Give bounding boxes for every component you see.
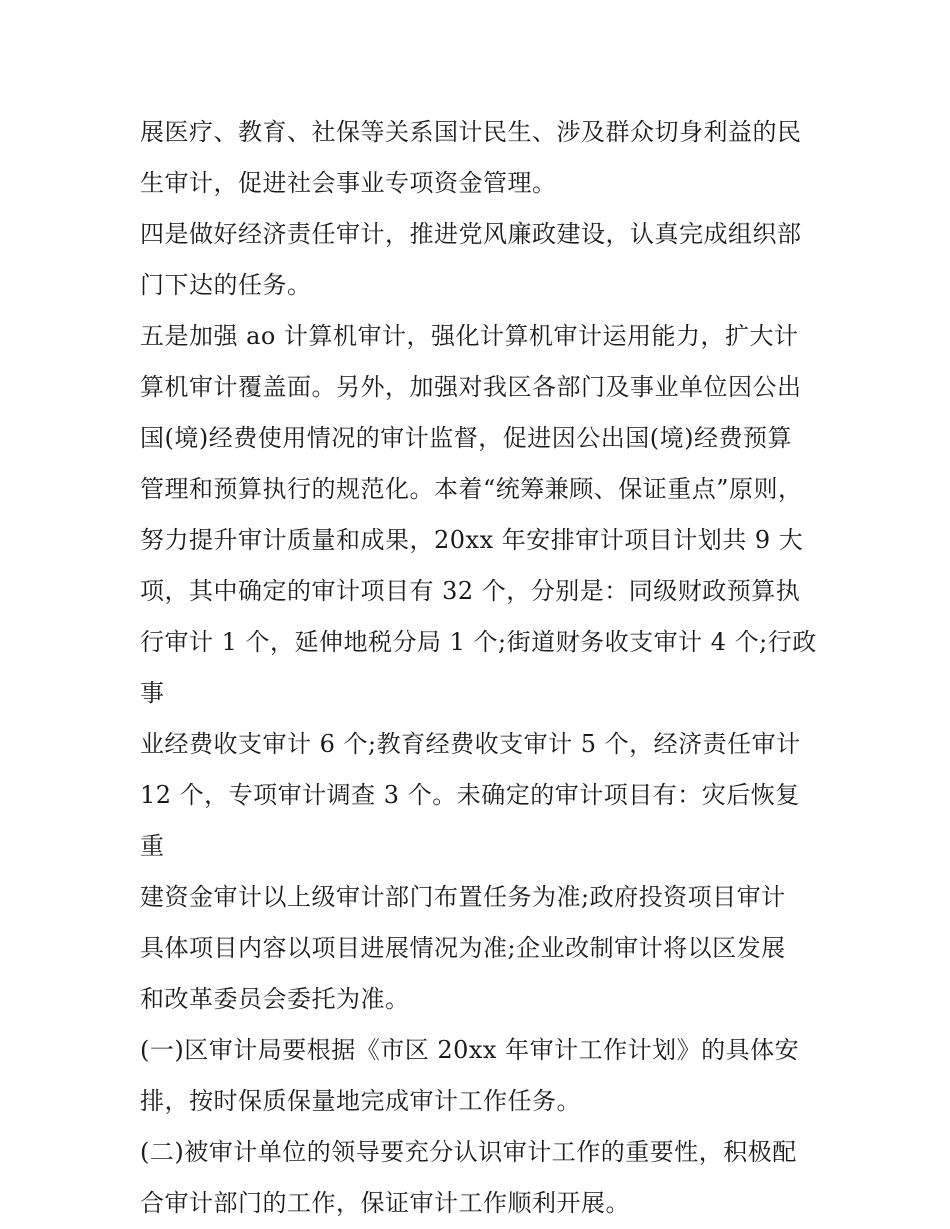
paragraph-item-one: (一)区审计局要根据《市区 20xx 年审计工作计划》的具体安 排，按时保质保量地完成审计工作任务。 <box>140 1036 800 1115</box>
document-body <box>140 107 820 1229</box>
paragraph-computer-audit: 五是加强 ao 计算机审计，强化计算机审计运用能力，扩大计 算机审计覆盖面。另外，加强对我区各部门及事业单位因公出 国(境)经费使用情况的审计监督，促进因公出国(境)经费预算 管理和预算执行的规范化。本着“统筹兼顾、保证重点”原则， 努力提升审计质量和成果，20xx 年安排审计项目计划共 9 大 项，其中确定的审计项目有 32 个，分别是：同级财政预算执 行审计 1 个，延伸地税分局 1 个;街道财务收支审计 4 个;行政事 业经费收支审计 6 个;教育经费收支审计 5 个，经济责任审计 12 个，专项审计调查 3 个。未确定的审计项目有：灾后恢复重 建资金审计以上级审计部门布置任务为准;政府投资项目审计 具体项目内容以项目进展情况为准;企业改制审计将以区发展 和改革委员会委托为准。 <box>140 322 817 1013</box>
paragraph-social-audit: 展医疗、教育、社保等关系国计民生、涉及群众切身利益的民 生审计，促进社会事业专项资金管理。 <box>140 118 802 197</box>
paragraph-economic-responsibility: 四是做好经济责任审计，推进党风廉政建设，认真完成组织部 门下达的任务。 <box>140 220 802 299</box>
paragraph-item-two: (二)被审计单位的领导要充分认识审计工作的重要性，积极配 合审计部门的工作，保证审计工作顺利开展。 <box>140 1138 797 1217</box>
